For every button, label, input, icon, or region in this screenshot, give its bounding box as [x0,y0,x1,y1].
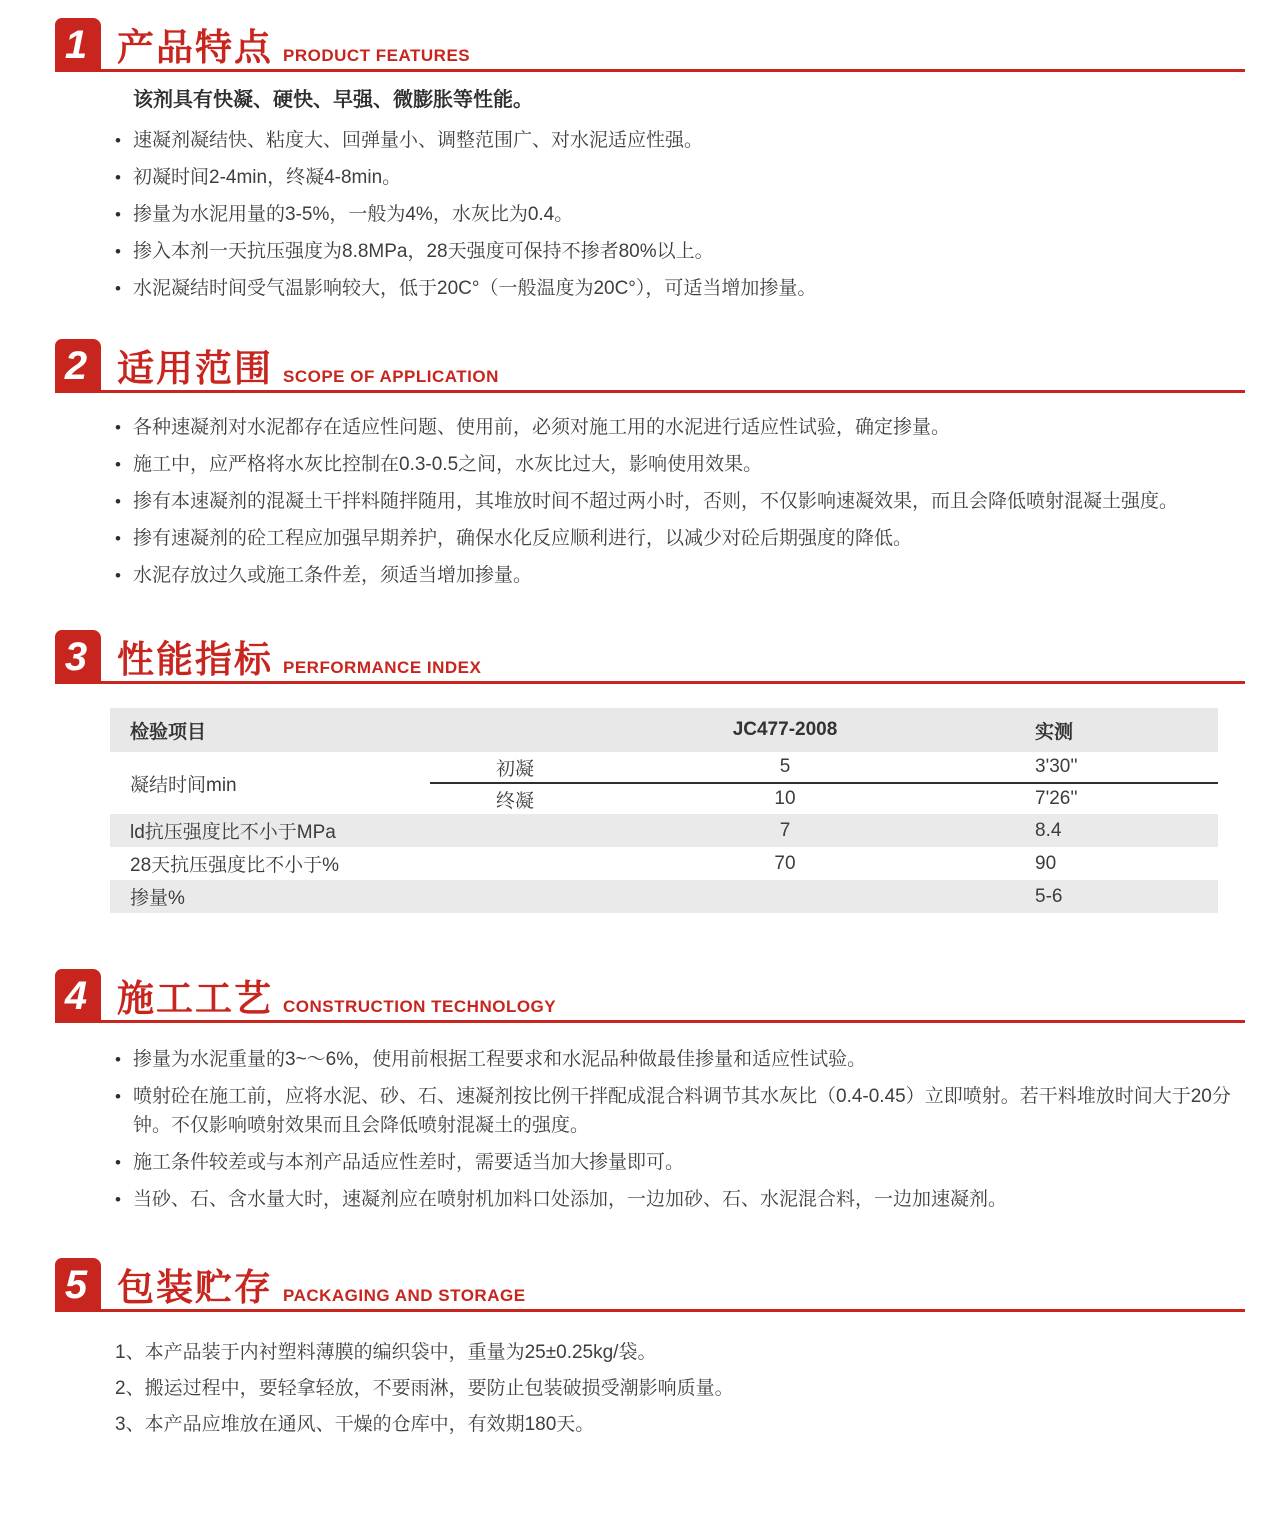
cell-sub: 初凝 [430,752,600,783]
list-item: 2、搬运过程中，要轻拿轻放，不要雨淋，要防止包装破损受潮影响质量。 [115,1378,734,1399]
cell-sub [430,814,600,847]
list-item [115,450,1245,479]
bullet-dot-icon: • [115,279,121,298]
bullet-text: 当砂、石、含水量大时，速凝剂应在喷射机加料口处添加，一边加砂、石、水泥混合料，一边加速凝剂。 [133,1189,1008,1210]
cell-standard: 7 [600,814,970,847]
bullet-list [55,413,1245,590]
table-row [110,814,1218,847]
section-construction-technology [55,969,1245,1214]
list-item [115,1148,1245,1177]
bullet-dot-icon: • [115,168,121,187]
section-header [55,630,1245,684]
cell-measured: 8.4 [970,814,1218,847]
list-item [115,413,1245,442]
cell-sub [430,847,600,880]
section-title-en: PACKAGING AND STORAGE [283,1286,526,1305]
bullet-text: 初凝时间2-4min，终凝4-8min。 [133,167,402,188]
bullet-text: 水泥凝结时间受气温影响较大，低于20C°（一般温度为20C°），可适当增加掺量。 [133,278,817,299]
section-header [55,18,1245,72]
bullet-text: 施工条件较差或与本剂产品适应性差时，需要适当加大掺量即可。 [133,1152,685,1173]
cell-measured: 3'30'' [970,752,1218,783]
list-item [115,524,1245,553]
cell-measured: 90 [1035,852,1057,874]
section-title-en: PERFORMANCE INDEX [283,658,482,677]
section-packaging-and-storage [55,1258,1245,1439]
section-header [55,339,1245,393]
table-row [110,752,1218,783]
section-title-zh: 包装贮存 [117,1267,273,1308]
bullet-dot-icon: • [115,455,121,474]
bullet-text: 掺量为水泥重量的3~～6%，使用前根据工程要求和水泥品种做最佳掺量和适应性试验。 [133,1049,867,1070]
section-number-badge: 1 [55,18,101,72]
bullet-text: 施工中，应严格将水灰比控制在0.3-0.5之间，水灰比过大，影响使用效果。 [133,454,763,475]
bullet-text: 水泥存放过久或施工条件差，须适当增加掺量。 [133,565,533,586]
section-number-badge: 5 [55,1258,101,1312]
bullet-dot-icon: • [115,205,121,224]
cell-measured: 5-6 [970,880,1218,913]
list-item [115,487,1245,516]
bullet-dot-icon: • [115,131,121,150]
list-item [115,237,1245,266]
bullet-dot-icon: • [115,529,121,548]
cell-standard: 10 [774,788,796,809]
bullet-text: 速凝剂凝结快、粘度大、回弹量小、调整范围广、对水泥适应性强。 [133,130,704,151]
section-title-en: SCOPE OF APPLICATION [283,367,499,386]
cell-standard [600,880,970,913]
bullet-text: 各种速凝剂对水泥都存在适应性问题、使用前，必须对施工用的水泥进行适应性试验，确定掺量。 [133,417,951,438]
cell-item: 凝结时间min [130,774,237,796]
col-header-sub [430,708,600,752]
table-row [110,880,1218,913]
bullet-dot-icon: • [115,492,121,511]
list-item [115,1082,1245,1140]
bullet-text: 喷射砼在施工前，应将水泥、砂、石、速凝剂按比例干拌配成混合料调节其水灰比（0.4-0.45）立即喷射。若干料堆放时间大于20分钟。不仅影响喷射效果而且会降低喷射混凝土的强度。 [133,1086,1231,1136]
list-item [115,561,1245,590]
section-title-zh: 适用范围 [117,348,273,389]
list-item: 1、本产品装于内衬塑料薄膜的编织袋中，重量为25±0.25kg/袋。 [115,1342,657,1363]
section-header [55,969,1245,1023]
section-title-en: PRODUCT FEATURES [283,46,471,65]
table-row [110,847,1218,880]
list-item: 3、本产品应堆放在通风、干燥的仓库中，有效期180天。 [115,1414,595,1435]
section-number-badge: 3 [55,630,101,684]
bullet-text: 掺入本剂一天抗压强度为8.8MPa，28天强度可保持不掺者80%以上。 [133,241,714,262]
section-title-zh: 性能指标 [117,639,273,680]
bullet-text: 掺有速凝剂的砼工程应加强早期养护，确保水化反应顺利进行，以减少对砼后期强度的降低。 [133,528,913,549]
bullet-text: 掺有本速凝剂的混凝土干拌料随拌随用，其堆放时间不超过两小时，否则，不仅影响速凝效果，而且会降低喷射混凝土强度。 [133,491,1179,512]
list-item [115,126,1245,155]
bullet-dot-icon: • [115,242,121,261]
col-header-item: 检验项目 [110,708,430,752]
bullet-dot-icon: • [115,1050,121,1069]
section-performance-index [55,630,1245,684]
cell-item: ld抗压强度比不小于MPa [110,814,430,847]
list-item [115,274,1245,303]
section-number-badge: 4 [55,969,101,1023]
cell-item: 28天抗压强度比不小于% [130,855,340,876]
col-header-standard: JC477-2008 [600,708,970,752]
bullet-text: 掺量为水泥用量的3-5%，一般为4%，水灰比为0.4。 [133,204,574,225]
section-title-en: CONSTRUCTION TECHNOLOGY [283,997,557,1016]
intro-text: 该剂具有快凝、硬快、早强、微膨胀等性能。 [133,89,533,111]
cell-sub [430,880,600,913]
list-item [115,163,1245,192]
bullet-dot-icon: • [115,566,121,585]
section-title-zh: 施工工艺 [117,978,273,1019]
bullet-list [55,126,1245,303]
section-title-zh: 产品特点 [117,27,273,68]
table-header-row [110,708,1218,752]
col-header-measured: 实测 [970,708,1218,752]
section-product-features [55,18,1245,303]
bullet-list [55,1045,1245,1214]
cell-standard: 70 [774,852,796,874]
list-item [115,1045,1245,1074]
list-item [115,1185,1245,1214]
section-header [55,1258,1245,1312]
cell-measured: 7'26'' [1035,788,1078,809]
cell-standard: 5 [600,752,970,783]
cell-item: 掺量% [110,880,430,913]
bullet-dot-icon: • [115,1190,121,1209]
bullet-dot-icon: • [115,418,121,437]
bullet-dot-icon: • [115,1153,121,1172]
cell-sub: 终凝 [495,790,534,812]
numbered-list [115,1338,1245,1439]
list-item [115,200,1245,229]
performance-table [110,708,1218,913]
section-number-badge: 2 [55,339,101,393]
bullet-dot-icon: • [115,1087,121,1106]
section-scope-of-application [55,339,1245,590]
